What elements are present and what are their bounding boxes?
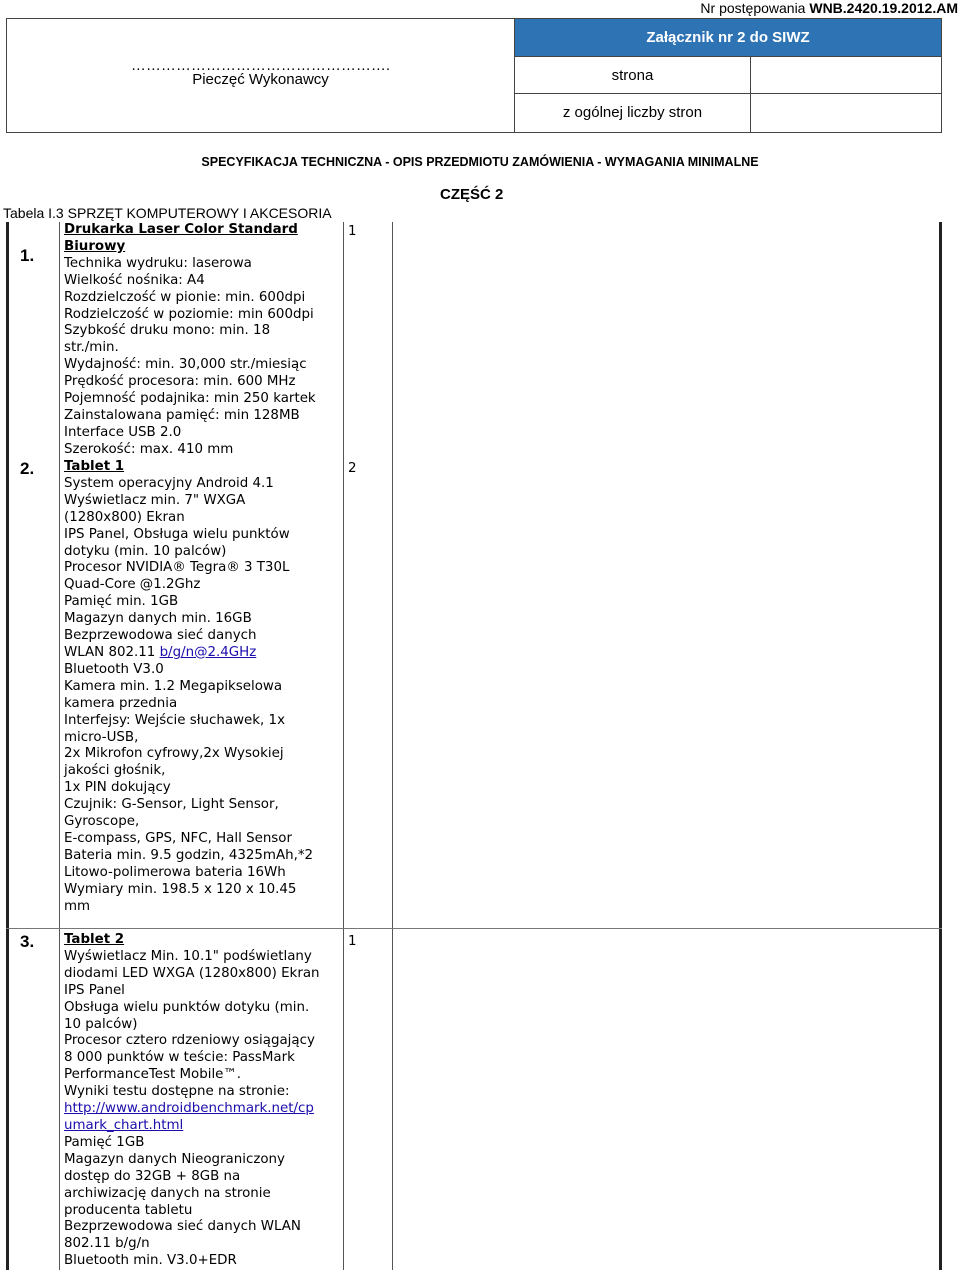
col-divider-1	[59, 222, 60, 1270]
spec-line: Procesor NVIDIA® Tegra® 3 T30L	[64, 560, 290, 576]
spec-line: Rodzielczość w poziomie: min 600dpi	[64, 306, 314, 322]
spec-line: Interfejsy: Wejście słuchawek, 1x	[64, 712, 285, 728]
spec-line: Wielkość nośnika: A4	[64, 272, 205, 288]
spec-line: Kamera min. 1.2 Megapikselowa	[64, 678, 283, 694]
spec-line: Szerokość: max. 410 mm	[64, 441, 234, 457]
spec-line: IPS Panel	[64, 982, 125, 998]
item-description	[64, 459, 346, 915]
spec-line: Prędkość procesora: min. 600 MHz	[64, 374, 296, 390]
spec-line: diodami LED WXGA (1280x800) Ekran	[64, 965, 320, 981]
wlan-text: WLAN 802.11	[64, 644, 160, 660]
page-label: strona	[515, 56, 751, 94]
spec-line: micro-USB,	[64, 729, 139, 745]
page-number-cell	[751, 56, 941, 94]
spec-line: 802.11 b/g/n	[64, 1236, 150, 1252]
spec-line: (1280x800) Ekran	[64, 509, 185, 525]
total-pages-label: z ogólnej liczby stron	[515, 94, 751, 132]
item-number: 1.	[20, 246, 35, 265]
item-quantity: 1	[348, 934, 357, 949]
spec-line: 8 000 punktów w teście: PassMark	[64, 1050, 295, 1066]
spec-line: Interface USB 2.0	[64, 424, 182, 440]
spec-line: mm	[64, 898, 91, 914]
spec-line: archiwizację danych na stronie	[64, 1185, 271, 1201]
spec-line: Wyświetlacz Min. 10.1" podświetlany	[64, 948, 312, 964]
table-label: Tabela I.3 SPRZĘT KOMPUTEROWY I AKCESORIA	[3, 205, 332, 221]
spec-line: producenta tabletu	[64, 1202, 193, 1218]
spec-line: Procesor cztero rdzeniowy osiągający	[64, 1033, 315, 1049]
part-label: CZĘŚĆ 2	[440, 186, 504, 203]
spec-line: Pamięć 1GB	[64, 1134, 145, 1150]
spec-line-wlan	[64, 645, 346, 662]
spec-line: Zainstalowana pamięć: min 128MB	[64, 407, 300, 423]
item-description	[64, 932, 346, 1270]
spec-line: Bluetooth V3.0	[64, 661, 164, 677]
spec-line: Rozdzielczość w pionie: min. 600dpi	[64, 289, 306, 305]
spec-line: Bateria min. 9.5 godzin, 4325mAh,*2	[64, 847, 314, 863]
spec-line: Szybkość druku mono: min. 18	[64, 323, 271, 339]
annex-title: Załącznik nr 2 do SIWZ	[515, 19, 941, 56]
spec-line: Wydajność: min. 30,000 str./miesiąc	[64, 357, 307, 373]
spec-line: Pojemność podajnika: min 250 kartek	[64, 391, 316, 407]
tender-number	[515, 0, 960, 18]
spec-line: Magazyn danych Nieograniczony	[64, 1151, 285, 1167]
item-title: Tablet 1	[64, 459, 125, 474]
spec-line: Litowo-polimerowa bateria 16Wh	[64, 864, 286, 880]
stamp-label: Pieczęć Wykonawcy	[192, 71, 329, 88]
item-quantity: 2	[348, 461, 357, 476]
spec-line: Bluetooth min. V3.0+EDR	[64, 1253, 237, 1269]
spec-line: 1x PIN dokujący	[64, 780, 171, 796]
tender-id: WNB.2420.19.2012.AM	[809, 0, 958, 16]
spec-line: Technika wydruku: laserowa	[64, 255, 252, 271]
spec-line: kamera przednia	[64, 695, 178, 711]
spec-line: Wyniki testu dostępne na stronie:	[64, 1084, 290, 1100]
spec-line: Czujnik: G-Sensor, Light Sensor,	[64, 797, 279, 813]
table-border-right	[939, 222, 942, 1270]
spec-line: 2x Mikrofon cyfrowy,2x Wysokiej	[64, 746, 284, 762]
benchmark-link[interactable]: http://www.androidbenchmark.net/cp	[64, 1101, 314, 1117]
wlan-link[interactable]: b/g/n@2.4GHz	[159, 644, 257, 660]
spec-line: jakości głośnik,	[64, 763, 166, 779]
spec-line: Wyświetlacz min. 7" WXGA	[64, 492, 246, 508]
item-number: 2.	[20, 459, 35, 478]
spec-line: dotyku (min. 10 palców)	[64, 543, 227, 559]
item-description	[64, 222, 346, 459]
table-border-left	[6, 222, 9, 1270]
col-divider-3	[392, 222, 393, 1270]
spec-line: dostęp do 32GB + 8GB na	[64, 1168, 241, 1184]
spec-line: Magazyn danych min. 16GB	[64, 611, 252, 627]
spec-title: SPECYFIKACJA TECHNICZNA - OPIS PRZEDMIOTU ZAMÓWIENIA - WYMAGANIA MINIMALNE	[201, 155, 759, 169]
spec-line: Pamięć min. 1GB	[64, 594, 179, 610]
row-divider	[6, 928, 942, 929]
spec-line: Quad-Core @1.2Ghz	[64, 577, 201, 593]
contractor-stamp-cell	[7, 19, 515, 132]
spec-line: Obsługa wielu punktów dotyku (min.	[64, 999, 310, 1015]
spec-line: Gyroscope,	[64, 814, 140, 830]
item-title: Tablet 2	[64, 932, 125, 947]
spec-line: System operacyjny Android 4.1	[64, 475, 274, 491]
item-title: Biurowy	[64, 238, 126, 254]
spec-line: E-compass, GPS, NFC, Hall Sensor	[64, 830, 292, 846]
header-table	[6, 18, 942, 133]
spec-line: 10 palców)	[64, 1016, 138, 1032]
item-number: 3.	[20, 932, 35, 951]
tender-prefix: Nr postępowania	[700, 0, 810, 16]
stamp-dots: …………………………………………….	[130, 57, 391, 74]
benchmark-link[interactable]: umark_chart.html	[64, 1117, 184, 1133]
spec-line: str./min.	[64, 340, 119, 356]
spec-line: PerformanceTest Mobile™.	[64, 1067, 242, 1083]
spec-line: IPS Panel, Obsługa wielu punktów	[64, 526, 290, 542]
item-title: Drukarka Laser Color Standard	[64, 222, 298, 237]
item-quantity: 1	[348, 224, 357, 239]
spec-line: Bezprzewodowa sieć danych WLAN	[64, 1219, 301, 1235]
spec-line: Wymiary min. 198.5 x 120 x 10.45	[64, 881, 297, 897]
spec-line: Bezprzewodowa sieć danych	[64, 628, 257, 644]
